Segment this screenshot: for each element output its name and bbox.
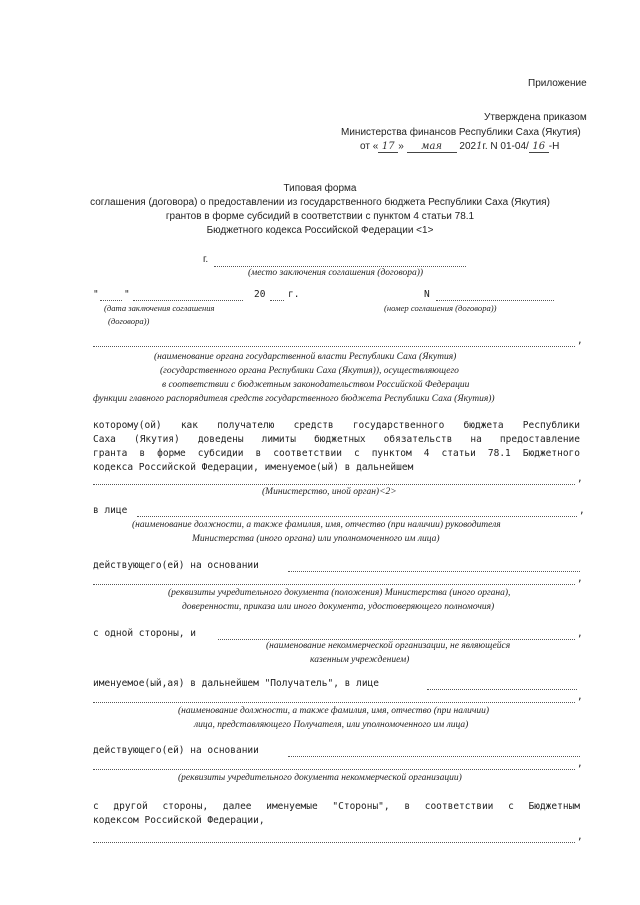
order-number: 16 bbox=[529, 141, 549, 153]
para1-line3: гранта в форме субсидии в соответствии с пунктом 4 статьи 78.1 Бюджетного bbox=[93, 448, 580, 459]
place-caption: (место заключения соглашения (договора)) bbox=[248, 268, 424, 278]
order-year-end: 1 bbox=[476, 141, 483, 152]
person-caption-1: (наименование должности, а также фамилия, имя, отчество (при наличии) руководителя bbox=[132, 520, 501, 530]
date-quote-close: " bbox=[124, 289, 130, 300]
order-num-prefix: г. N 01-04/ bbox=[482, 141, 529, 152]
party-prefix: с одной стороны, и bbox=[93, 628, 196, 639]
title-line3: грантов в форме субсидий в соответствии с пунктом 4 статьи 78.1 bbox=[165, 211, 475, 222]
recipient-caption-1: (наименование должности, а также фамилия, имя, отчество (при наличии) bbox=[178, 706, 490, 716]
basis1-caption-2: доверенности, приказа или иного документа, удостоверяющего полномочия) bbox=[182, 602, 495, 612]
ministry-line bbox=[93, 484, 575, 485]
ministry-label: Министерства финансов Республики Саха (Якутия) bbox=[341, 127, 581, 138]
title-line4: Бюджетного кодекса Российской Федерации <1> bbox=[206, 225, 434, 236]
closing-line bbox=[93, 842, 575, 843]
date-year-line bbox=[270, 300, 284, 301]
person-caption-2: Министерства (иного органа) или уполномоченного им лица) bbox=[192, 534, 440, 544]
date-quote-open: " bbox=[93, 289, 99, 300]
date-year: 20 bbox=[254, 289, 266, 300]
date-year-suffix: г. bbox=[288, 289, 300, 300]
order-mid: » bbox=[398, 141, 404, 152]
party-caption-2: казенным учреждением) bbox=[310, 655, 410, 665]
para1-line2: Саха (Якутия) доведены лимиты бюджетных обязательств на предоставление bbox=[93, 434, 580, 445]
date-caption-1: (дата заключения соглашения bbox=[104, 303, 215, 313]
organ-caption-1: (наименование органа государственной власти Республики Саха (Якутия) bbox=[154, 352, 457, 362]
order-line bbox=[360, 141, 559, 153]
para1-line4: кодекса Российской Федерации, именуемое(ый) в дальнейшем bbox=[93, 462, 414, 473]
para1-line1: которому(ой) как получателю средств государственного бюджета Республики bbox=[93, 420, 580, 431]
title-line1: Типовая форма bbox=[283, 183, 357, 194]
basis2-line-1 bbox=[288, 756, 580, 757]
recipient-prefix: именуемое(ый,ая) в дальнейшем "Получатель", в лице bbox=[93, 678, 379, 689]
basis2-prefix: действующего(ей) на основании bbox=[93, 745, 259, 756]
basis1-caption-1: (реквизиты учредительного документа (положения) Министерства (иного органа), bbox=[168, 588, 511, 598]
place-line bbox=[214, 266, 466, 267]
recipient-line-2 bbox=[93, 702, 575, 703]
organ-caption-4: функции главного распорядителя средств государственного бюджета Республики Саха (Якутия)) bbox=[93, 394, 495, 404]
basis1-line-1 bbox=[288, 571, 580, 572]
approved-label: Утверждена приказом bbox=[484, 112, 587, 123]
title-line2: соглашения (договора) о предоставлении из государственного бюджета Республики Саха (Якутия) bbox=[90, 197, 550, 208]
closing-line1: с другой стороны, далее именуемые "Стороны", в соответствии с Бюджетным bbox=[93, 801, 580, 812]
basis2-caption: (реквизиты учредительного документа некоммерческой организации) bbox=[178, 773, 462, 783]
organ-caption-3: в соответствии с бюджетным законодательством Российской Федерации bbox=[162, 380, 470, 390]
basis1-prefix: действующего(ей) на основании bbox=[93, 560, 259, 571]
person-line bbox=[137, 516, 577, 517]
date-day-line bbox=[100, 300, 122, 301]
recipient-line-1 bbox=[427, 689, 577, 690]
place-prefix: г. bbox=[203, 254, 209, 265]
appendix-label: Приложение bbox=[528, 78, 587, 89]
date-caption-2: (договора)) bbox=[108, 316, 150, 326]
number-line bbox=[436, 300, 554, 301]
organ-line bbox=[93, 346, 575, 347]
date-month-line bbox=[133, 300, 243, 301]
number-caption: (номер соглашения (договора)) bbox=[384, 303, 497, 313]
ministry-caption: (Министерство, иной орган)<2> bbox=[262, 487, 397, 497]
person-prefix: в лице bbox=[93, 505, 128, 516]
party-line bbox=[218, 639, 575, 640]
organ-caption-2: (государственного органа Республики Саха (Якутия)), осуществляющего bbox=[160, 366, 459, 376]
order-day: 17 bbox=[378, 141, 398, 153]
basis2-line-2 bbox=[93, 769, 575, 770]
order-suffix: -Н bbox=[548, 141, 560, 152]
order-month: мая bbox=[407, 141, 457, 153]
party-caption-1: (наименование некоммерческой организации, не являющейся bbox=[266, 641, 511, 651]
document-page: Приложение Утверждена приказом Министерства финансов Республики Саха (Якутия) от « 17 » мая 2021г. N 01-04/ 16 -Н Типовая форма соглашения (договора) о предоставлении из государственного бюджета Республики Саха (Якутия) грантов в форме субсидий в соответствии с пунктом 4 статьи 78.1 Бюджетного кодекса Российской Федерации <1> г. (место заключения соглашения (договора)) " " 20 г. (дата заключения соглашения (договора)) N (номер соглашения (договора)) , (наименование органа государственной власти Республики Саха (Якутия) (государственного органа Республики Саха (Якутия)), осуществляющего в соответствии с бюджетным законодательством Российской Федерации функции главного распорядителя средств государственного бюджета Республики Саха (Якутия)) которому(ой) как получателю средств государственного бюджета Республики Саха (Якутия) доведены лимиты бюджетных обязательств на предоставление гранта в форме субсидии в соответствии с пунктом 4 статьи 78.1 Бюджетного кодекса Российской Федерации, именуемое(ый) в дальнейшем , (Министерство, иной орган)<2> в лице , (наименование должности, а также фамилия, имя, отчество (при наличии) руководителя Министерства (иного органа) или уполномоченного им лица) действующего(ей) на основании , (реквизиты учредительного документа (положения) Министерства (иного органа), доверенности, приказа или иного документа, удостоверяющего полномочия) с одной стороны, и , (наименование некоммерческой организации, не являющейся казенным учреждением) именуемое(ый,ая) в дальнейшем "Получатель", в лице , (наименование должности, а также фамилия, имя, отчество (при наличии) лица, представляющего Получателя, или уполномоченного им лица) действующего(ей) на основании , (реквизиты учредительного документа некоммерческой организации) с другой стороны, далее именуемые "Стороны", в соответствии с Бюджетным кодексом Российской Федерации, , bbox=[0, 0, 640, 905]
recipient-caption-2: лица, представляющего Получателя, или уполномоченного им лица) bbox=[194, 720, 469, 730]
order-prefix: от « bbox=[360, 141, 379, 152]
order-year-prefix: 202 bbox=[459, 141, 477, 152]
basis1-line-2 bbox=[93, 584, 575, 585]
closing-line2: кодексом Российской Федерации, bbox=[93, 815, 265, 826]
number-label: N bbox=[424, 289, 430, 300]
